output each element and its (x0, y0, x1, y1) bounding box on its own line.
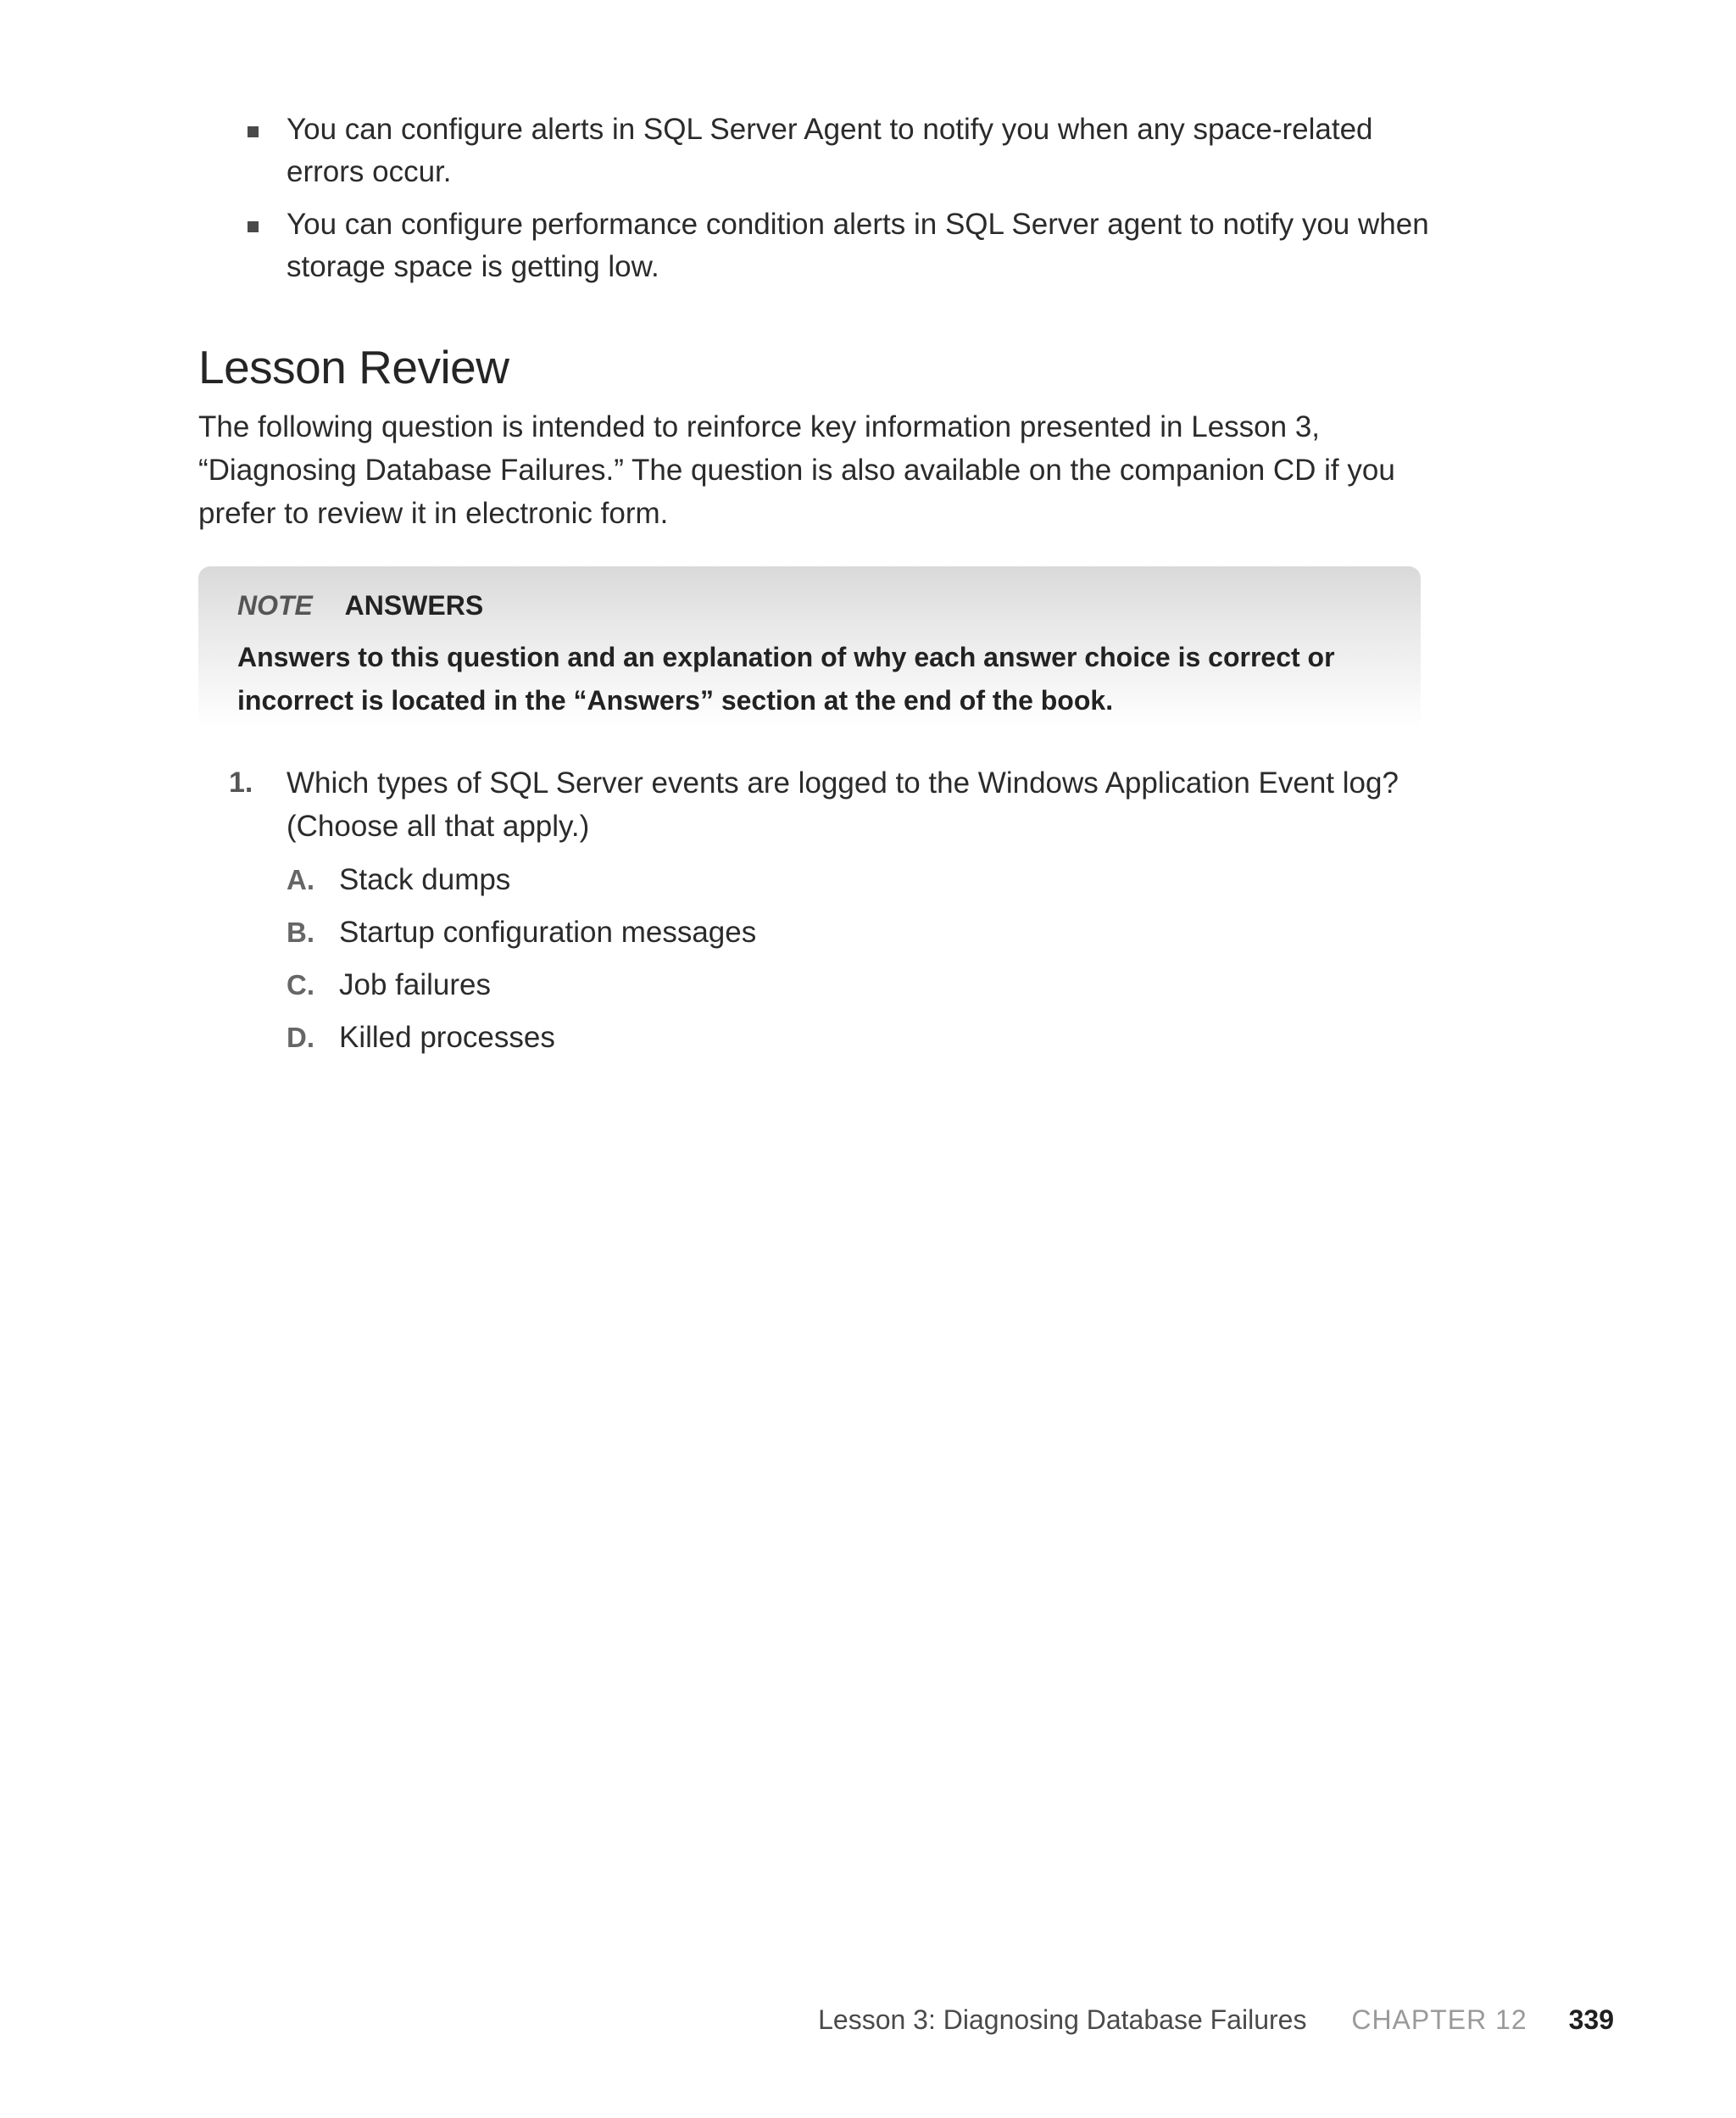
option-letter: B. (287, 917, 314, 948)
section-title: Lesson Review (198, 341, 509, 393)
option-text: Stack dumps (339, 863, 511, 896)
bullet-text: You can configure alerts in SQL Server Agent to notify you when any space-related errors occur. (287, 113, 1373, 188)
answer-option (287, 1016, 1441, 1059)
bullet-text: You can configure performance condition alerts in SQL Server agent to notify you when storage space is getting low. (287, 208, 1429, 283)
review-question (229, 761, 1441, 1068)
option-text: Startup configuration messages (339, 916, 757, 949)
bullet-item (246, 109, 1433, 193)
question-number: 1. (229, 766, 253, 799)
footer-chapter: CHAPTER 12 (1351, 2004, 1527, 2035)
footer-lesson-title: Lesson 3: Diagnosing Database Failures (818, 2004, 1307, 2035)
option-text: Killed processes (339, 1021, 555, 1054)
note-label: NOTE (237, 590, 313, 621)
answer-option (287, 963, 1441, 1006)
bullet-item (246, 203, 1433, 288)
option-text: Job failures (339, 968, 491, 1001)
note-body: Answers to this question and an explanation of why each answer choice is correct or incorrect is located in the “Answers” section at the end of the book. (237, 642, 1335, 716)
page-footer (818, 2001, 1614, 2038)
square-bullet-icon (248, 221, 259, 232)
option-letter: C. (287, 969, 314, 1000)
answer-options (287, 858, 1441, 1059)
answer-option (287, 858, 1441, 901)
option-letter: D. (287, 1022, 314, 1053)
note-header (237, 587, 483, 624)
note-box (198, 566, 1421, 727)
option-letter: A. (287, 864, 314, 895)
answer-option (287, 911, 1441, 954)
note-title: ANSWERS (344, 590, 484, 621)
square-bullet-icon (248, 126, 259, 137)
question-text: Which types of SQL Server events are logged to the Windows Application Event log? (Choose all that apply.) (287, 766, 1399, 843)
bullet-list (246, 109, 1433, 298)
page-number: 339 (1568, 2004, 1614, 2035)
intro-paragraph: The following question is intended to reinforce key information presented in Lesson 3, “Diagnosing Database Failures.” The question is also available on the companion CD if you prefer to review it in electronic form. (198, 410, 1395, 530)
